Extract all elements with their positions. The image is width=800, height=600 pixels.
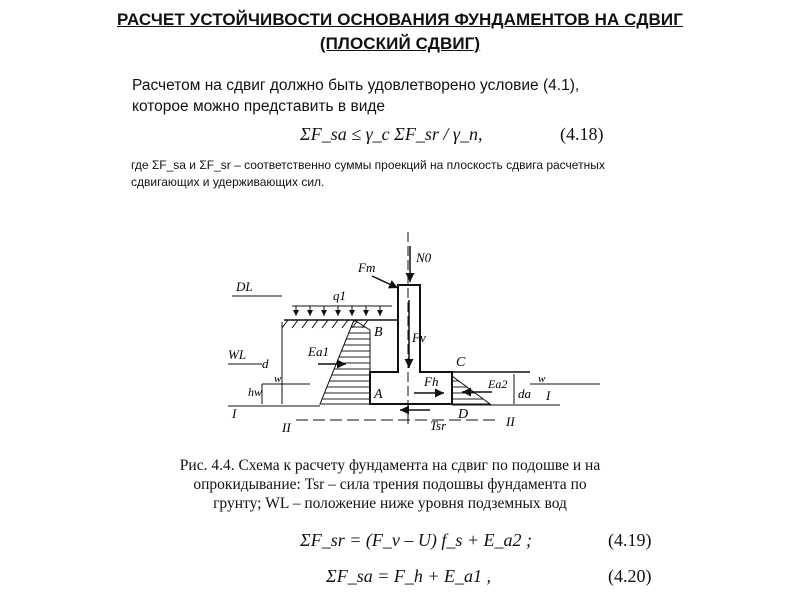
label-dl: DL bbox=[236, 279, 253, 294]
where-line-1: где ΣF_sa и ΣF_sr – соответственно суммы проекций на плоскость сдвига расчетных bbox=[131, 158, 605, 172]
equation-4-20-number: (4.20) bbox=[608, 566, 652, 586]
q1-load-arrows bbox=[296, 306, 380, 316]
label-b: B bbox=[374, 325, 383, 340]
label-ii-left: II bbox=[282, 420, 291, 435]
label-c: C bbox=[456, 355, 466, 370]
equation-4-19-number: (4.19) bbox=[608, 530, 652, 550]
equation-4-20: ΣF_sa = F_h + E_a1 , bbox=[326, 566, 491, 586]
equation-4-18-text: ΣF_sa ≤ γ_c ΣF_sr / γ_n, bbox=[300, 124, 483, 144]
fm-arrow bbox=[372, 276, 398, 288]
label-ii-right: II bbox=[506, 414, 515, 429]
label-fh: Fh bbox=[424, 374, 439, 389]
label-dpt: D bbox=[458, 407, 469, 422]
figure-caption-line-2: опрокидывание: Tsr – сила трения подошвы фундамента по bbox=[193, 476, 587, 493]
label-tsr: Tsr bbox=[430, 418, 447, 433]
label-da: da bbox=[518, 386, 531, 401]
equation-4-18-number: (4.18) bbox=[560, 124, 604, 144]
label-d: d bbox=[262, 356, 269, 371]
label-w-left: w bbox=[274, 373, 282, 385]
page-title-line-2: (ПЛОСКИЙ СДВИГ) bbox=[319, 34, 481, 53]
label-q1: q1 bbox=[333, 288, 346, 303]
label-n0: N0 bbox=[416, 250, 432, 265]
label-i-right: I bbox=[546, 388, 551, 403]
label-fv: Fv bbox=[412, 330, 426, 345]
pressure-diagram-ea1 bbox=[320, 320, 370, 404]
label-wl: WL bbox=[228, 347, 247, 362]
label-i-left: I bbox=[232, 406, 237, 421]
label-w-right: w bbox=[538, 373, 546, 385]
intro-line-1: Расчетом на сдвиг должно быть удовлетворено условие (4.1), bbox=[132, 77, 580, 94]
label-ea2: Ea2 bbox=[488, 377, 508, 391]
label-ea1: Ea1 bbox=[308, 344, 329, 359]
equation-4-19: ΣF_sr = (F_v – U) f_s + E_a2 ; bbox=[300, 530, 532, 550]
label-a: A bbox=[374, 387, 383, 402]
page-title-line-1: РАСЧЕТ УСТОЙЧИВОСТИ ОСНОВАНИЯ ФУНДАМЕНТОВ НА СДВИГ bbox=[117, 10, 683, 29]
label-fm: Fm bbox=[358, 260, 376, 275]
intro-line-2: которое можно представить в виде bbox=[132, 98, 386, 115]
pressure-diagram-ea2 bbox=[452, 376, 490, 404]
where-line-2: сдвигающих и удерживающих сил. bbox=[131, 175, 325, 189]
label-hw: hw bbox=[248, 385, 263, 399]
figure-caption-line-1: Рис. 4.4. Схема к расчету фундамента на сдвиг по подошве и на bbox=[179, 457, 601, 474]
figure-caption-line-3: грунту; WL – положение ниже уровня подземных вод bbox=[213, 495, 567, 512]
